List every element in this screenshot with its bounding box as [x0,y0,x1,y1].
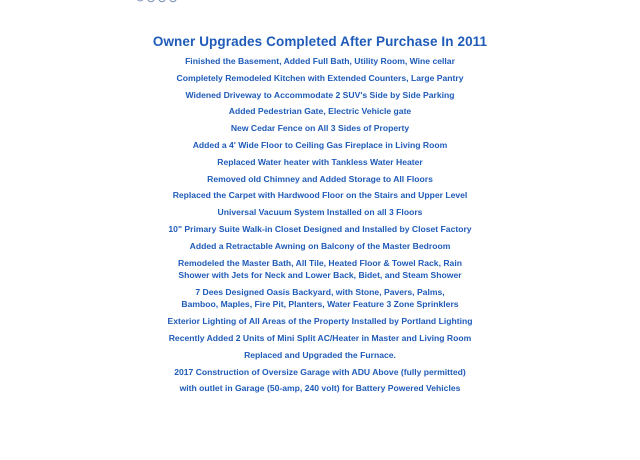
list-item-text: Finished the Basement, Added Full Bath, Utility Room, Wine cellar [185,56,455,66]
list-item-text: Remodeled the Master Bath, All Tile, Heated Floor & Towel Rack, Rain [178,257,462,268]
list-item [0,286,640,311]
list-item-text: Replaced the Carpet with Hardwood Floor on the Stairs and Upper Level [172,190,468,201]
list-item-text: Added a Retractable Awning on Balcony of the Master Bedroom [189,240,451,251]
list-item [0,240,640,253]
list-item [0,366,640,379]
list-item-text: Widened Driveway to Accommodate 2 SUV's Side by Side Parking [185,89,455,100]
list-item [0,206,640,219]
list-item-text: Removed old Chimney and Added Storage to All Floors [207,173,433,184]
list-item [0,156,640,169]
list-item-text: Universal Vacuum System Installed on all 3 Floors [217,207,423,218]
list-item [0,315,640,328]
list-item-text: 7 Dees Designed Oasis Backyard, with Stone, Pavers, Palms, [195,286,445,297]
list-item-text: New Cedar Fence on All 3 Sides of Property [230,123,410,134]
list-item-text: Exterior Lighting of All Areas of the Property Installed by Portland Lighting [167,316,473,327]
list-item-text: Added Pedestrian Gate, Electric Vehicle gate [228,106,412,117]
list-item-text: Added a 4' Wide Floor to Ceiling Gas Fireplace in Living Room [192,139,448,150]
list-item-text: Replaced and Upgraded the Furnace. [244,349,396,360]
list-item [0,72,640,85]
list-item [0,382,640,395]
list-item [0,55,640,68]
list-item-text: with outlet in Garage (50-amp, 240 volt) for Battery Powered Vehicles [179,383,461,394]
list-item [0,223,640,236]
list-item-text: Replaced Water heater with Tankless Water Heater [217,156,423,167]
list-item-text: Bamboo, Maples, Fire Pit, Planters, Water Feature 3 Zone Sprinklers [181,299,459,310]
list-item [0,89,640,102]
list-item [0,257,640,282]
logo-fragment-icon [134,0,180,4]
list-item [0,189,640,202]
list-item-text: Completely Remodeled Kitchen with Extended Counters, Large Pantry [176,72,464,83]
list-item [0,349,640,362]
list-item-text: Recently Added 2 Units of Mini Split AC/Heater in Master and Living Room [168,332,472,343]
list-item-text: 10" Primary Suite Walk-in Closet Designed and Installed by Closet Factory [168,223,472,234]
list-item [0,105,640,118]
list-item-text: Shower with Jets for Neck and Lower Back, Bidet, and Steam Shower [178,270,462,281]
page-title: Owner Upgrades Completed After Purchase In 2011 [152,34,488,49]
list-item-text: 2017 Construction of Oversize Garage with ADU Above (fully permitted) [174,366,466,377]
list-item [0,122,640,135]
list-item [0,173,640,186]
upgrades-list [0,55,640,399]
list-item [0,332,640,345]
list-item [0,139,640,152]
